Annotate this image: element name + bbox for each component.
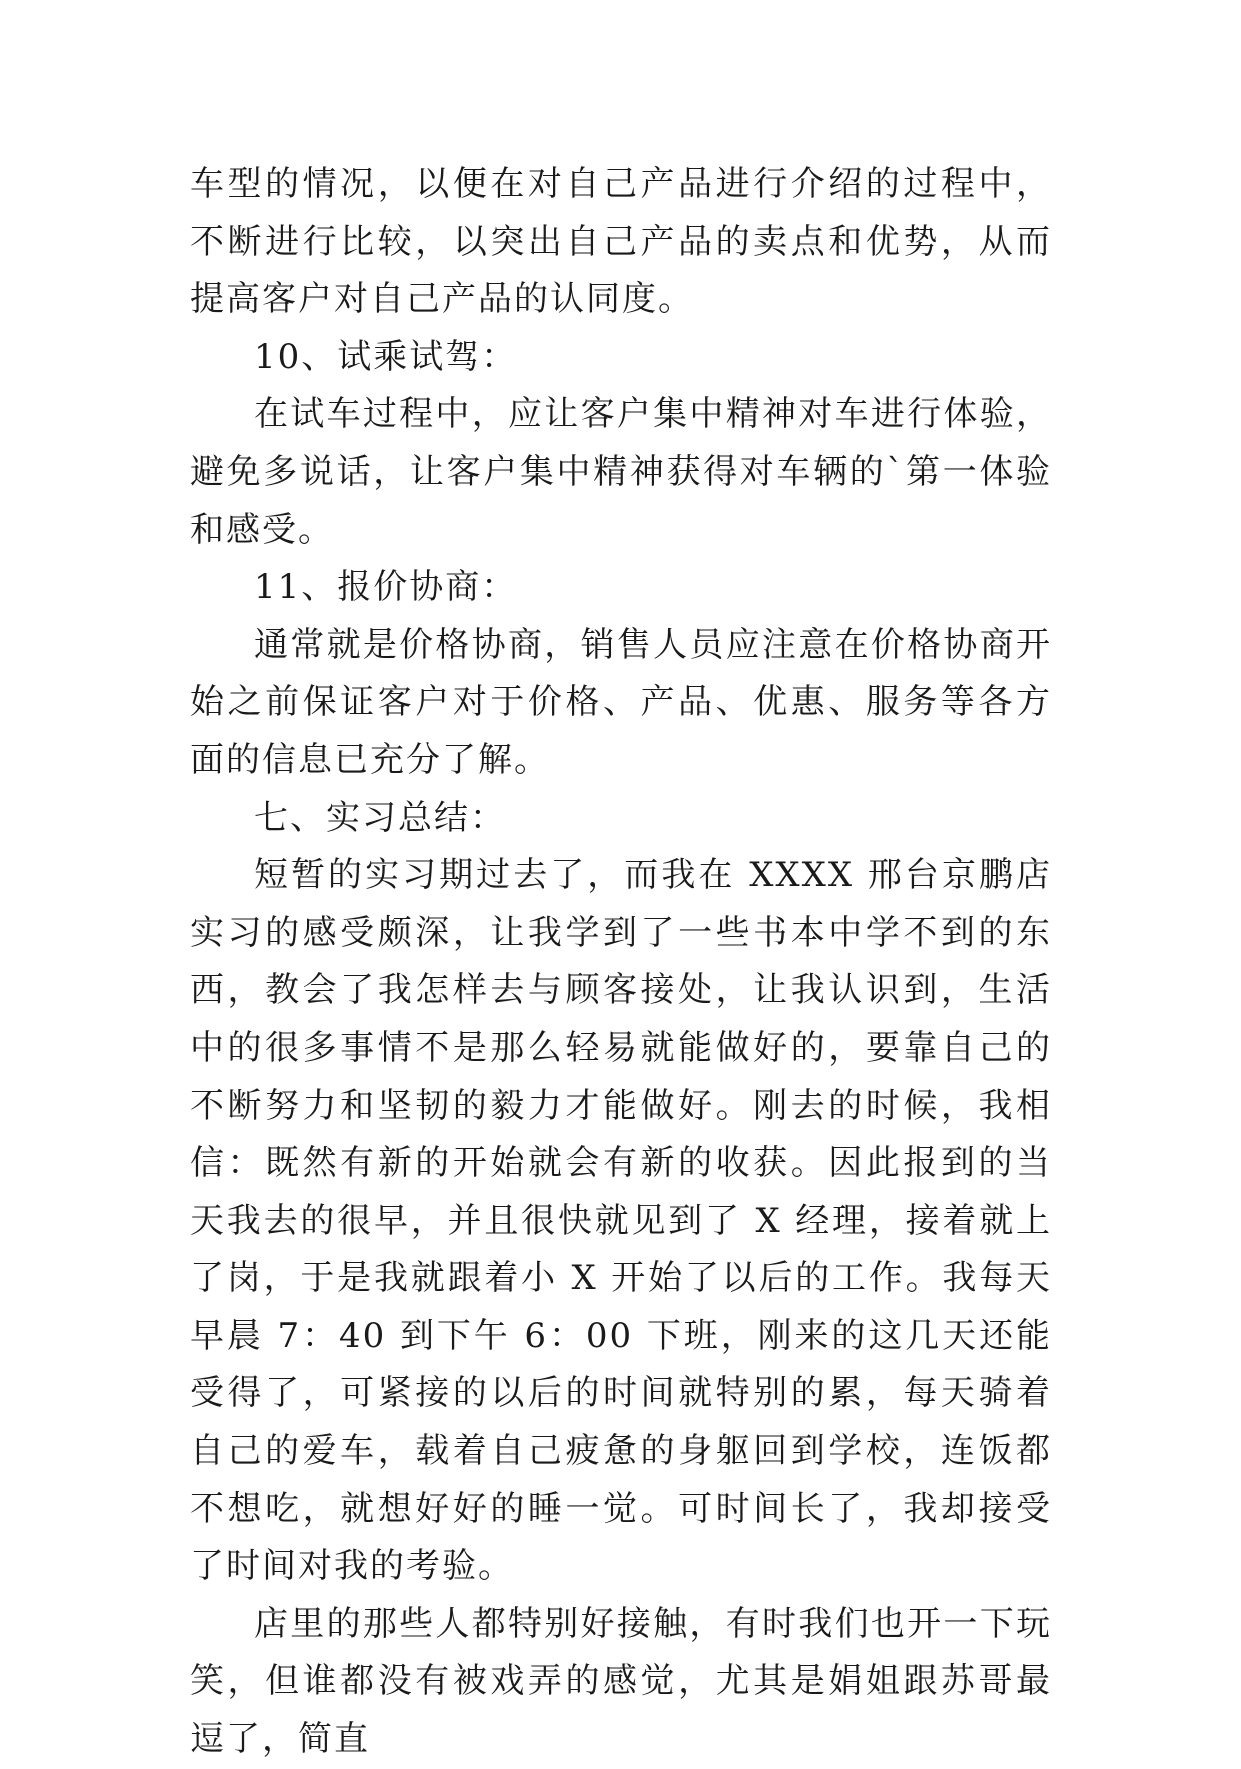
paragraph-price-negotiation: 通常就是价格协商，销售人员应注意在价格协商开始之前保证客户对于价格、产品、优惠、服务等各方面的信息已充分了解。	[190, 624, 1052, 780]
paragraph-colleagues: 店里的那些人都特别好接触，有时我们也开一下玩笑，但谁都没有被戏弄的感觉，尤其是娟姐跟苏哥最逗了，简直	[190, 1603, 1052, 1760]
heading-test-drive: 10、试乘试驾：	[254, 336, 518, 377]
heading-price-negotiation: 11、报价协商：	[254, 567, 518, 608]
paragraph-car-comparison: 车型的情况，以便在对自己产品进行介绍的过程中，不断进行比较，以突出自己产品的卖点和优势，从而提高客户对自己产品的认同度。	[190, 164, 1052, 320]
paragraph-internship-summary: 短暂的实习期过去了，而我在 XXXX 邢台京鹏店实习的感受颇深，让我学到了一些书本中学不到的东西，教会了我怎样去与顾客接处，让我认识到，生活中的很多事情不是那么轻易就能做好的，要靠自己的不断努力和坚韧的毅力才能做好。刚去的时候，我相信：既然有新的开始就会有新的收获。因此报到的当天我去的很早，并且很快就见到了 X 经理，接着就上了岗，于是我就跟着小 X 开始了以后的工作。我每天早晨 7：40 到下午 6：00 下班，刚来的这几天还能受得了，可紧接的以后的时间就特别的累，每天骑着自己的爱车，载着自己疲惫的身躯回到学校，连饭都不想吃，就想好好的睡一觉。可时间长了，我却接受了时间对我的考验。	[190, 855, 1052, 1587]
document-body	[190, 156, 1052, 1769]
paragraph-test-drive: 在试车过程中，应让客户集中精神对车进行体验，避免多说话，让客户集中精神获得对车辆的`第一体验和感受。	[190, 394, 1052, 550]
heading-internship-summary: 七、实习总结：	[254, 797, 506, 838]
